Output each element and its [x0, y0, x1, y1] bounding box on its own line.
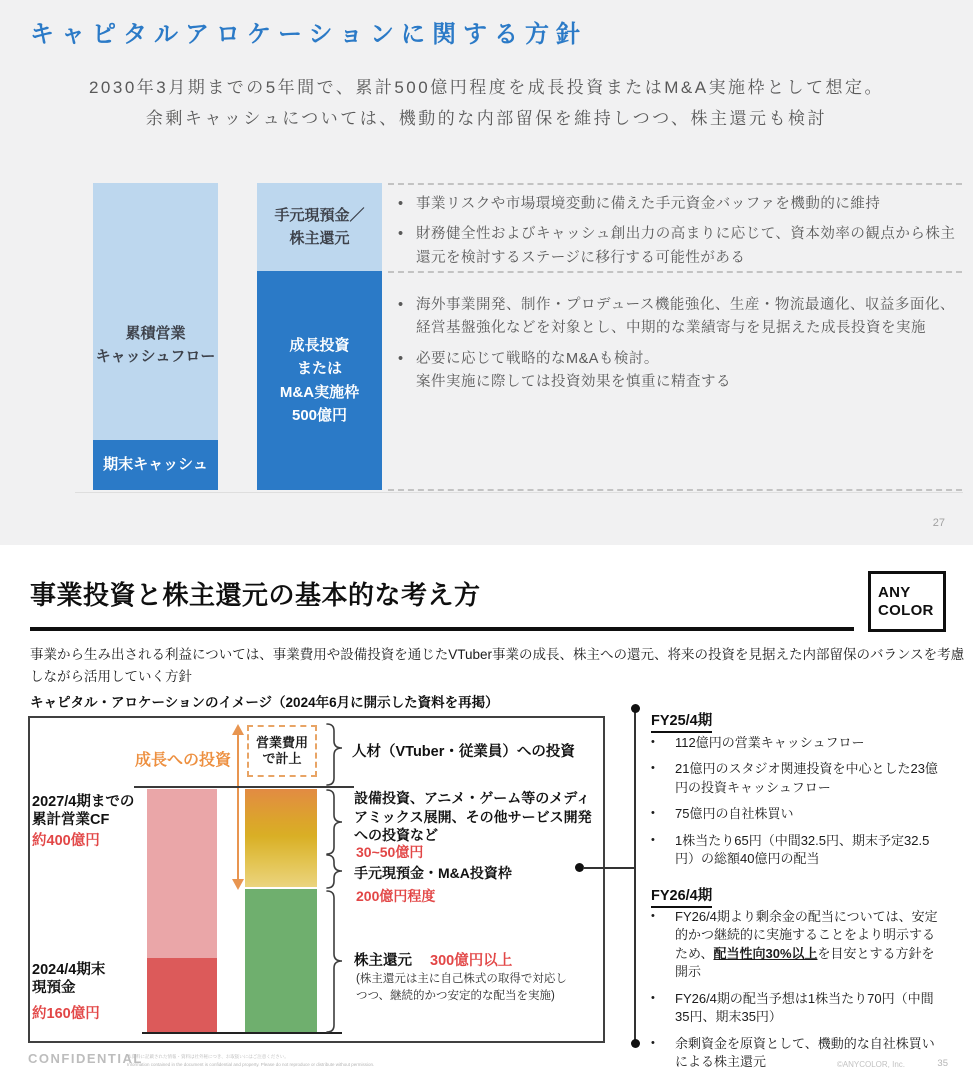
value-cash-ma-frame: 200億円程度: [356, 888, 436, 904]
slide1-subtitle-line1: 2030年3月期までの5年間で、累計500億円程度を成長投資またはM&A実施枠として想定。: [88, 78, 885, 97]
slide1-subtitle: [0, 72, 973, 135]
fy26-bullet-list: [651, 908, 947, 1080]
payout-ratio-emphasis: 配当性向30%以上: [713, 945, 818, 961]
list-item: • FY26/4期より剰余金の配当については、安定的かつ継続的に実施することをより明示するため、配当性向30%以上を目安とする方針を開示: [651, 908, 947, 982]
bullet-icon: •: [398, 350, 404, 367]
bullet-icon: •: [398, 226, 404, 243]
slide1-title: キャピタルアロケーションに関する方針: [30, 21, 588, 48]
operating-expense-box: 営業費用 で計上: [247, 725, 317, 777]
list-item: • 余剰資金を原資として、機動的な自社株買いによる株主還元: [651, 1035, 947, 1072]
brace-icons: [326, 718, 346, 1041]
vertical-line-top-dot: [631, 704, 640, 713]
list-item: • 事業リスクや市場環境変動に備えた手元資金バッファを機動的に維持: [398, 193, 964, 216]
bar-segment-capex-investment: [245, 789, 317, 887]
bar-allocation-uses: [257, 183, 382, 490]
list-item: • 海外事業開発、制作・プロデュース機能強化、生産・物流最適化、収益多面化、経営基盤強化などを対象とし、中期的な業績寄与を見据えた成長投資を実施: [398, 294, 964, 341]
confidential-label: CONFIDENTIAL: [28, 1051, 143, 1066]
bullet-icon: •: [651, 833, 655, 846]
label-cumulative-cf-2027: 2027/4期までの 累計営業CF: [32, 794, 135, 829]
bullet-icon: •: [651, 991, 655, 1004]
dashed-divider-top: [388, 183, 962, 185]
value-cumulative-cf: 約400億円: [32, 833, 100, 849]
bar-segment-cumulative-cf: [147, 789, 217, 958]
anycolor-logo: ANY COLOR: [868, 571, 946, 632]
list-item: • 必要に応じて戦略的なM&Aも検討。 案件実施に際しては投資効果を慎重に精査する: [398, 348, 964, 395]
panel-vertical-line: [634, 708, 636, 1043]
list-item: • FY26/4期の配当予想は1株当たり70円（中間35円、期末35円）: [651, 990, 947, 1027]
intro-paragraph: 事業から生み出される利益については、事業費用や設備投資を通じたVTuber事業の成長、株主への還元、将来の投資を見据えた内部留保のバランスを考慮しながら活用していく方針: [30, 647, 965, 684]
figure-caption: キャピタル・アロケーションのイメージ（2024年6月に開示した資料を再掲）: [30, 695, 499, 710]
value-shareholder-return: 300億円以上: [430, 953, 513, 969]
list-item: • 21億円のスタジオ関連投資を中心とした23億円の投資キャッシュフロー: [651, 760, 947, 797]
label-talent-investment: 人材（VTuber・従業員）への投資: [352, 744, 575, 760]
bullet-icon: •: [651, 910, 655, 922]
label-cash-ma-frame: 手元現預金・M&A投資枠: [354, 865, 512, 881]
list-item: • 75億円の自社株買い: [651, 805, 947, 823]
bar-segment-cash-on-hand-label: 手元現預金／ 株主還元: [274, 207, 365, 247]
fy25-bullet-list: [651, 734, 947, 877]
label-cash-2024: 2024/4期末 現預金: [32, 962, 106, 997]
bullet-group-growth-investment: [398, 294, 964, 402]
slide2-title: 事業投資と株主還元の基本的な考え方: [30, 580, 481, 610]
baseline-divider: [75, 492, 963, 493]
label-shareholder-return: 株主還元 300億円以上: [354, 953, 513, 969]
bar-uses: [245, 789, 317, 1032]
bullet-icon: •: [651, 1036, 655, 1049]
note-shareholder-return: (株主還元は主に自己株式の取得で対応しつつ、継続的かつ安定的な配当を実施): [356, 973, 567, 1002]
value-cash-2024: 約160億円: [32, 1006, 100, 1022]
axis-line: [142, 1032, 342, 1034]
bar-sources: [147, 789, 217, 1032]
connector-line: [583, 867, 635, 869]
bar-top-line: [134, 786, 354, 788]
slide1-page-number: 27: [932, 517, 945, 529]
bar-cumulative-operating-cashflow: [93, 183, 218, 490]
bar-segment-shareholder-return: [245, 889, 317, 1032]
capital-allocation-figure: [28, 716, 605, 1043]
bullet-icon: •: [398, 196, 404, 212]
vertical-line-bottom-dot: [631, 1039, 640, 1048]
footer-disclaimer: 本資料に記載された情報・資料は社外秘につき、お取扱いにはご注意ください。 Information contained in the document is confidential and property. Please do not reproduce or distribute without permission.: [127, 1054, 375, 1067]
label-capex-investment: 設備投資、アニメ・ゲーム等のメディアミックス展開、その他サービス開発への投資など: [354, 790, 592, 844]
bar-label-cumulative-cf: 累積営業 キャッシュフロー: [95, 325, 216, 365]
fy26-heading: FY26/4期: [651, 884, 712, 908]
copyright-label: ©ANYCOLOR, Inc.: [836, 1060, 905, 1069]
title-underline: [30, 627, 854, 631]
bar-segment-period-end-cash: 期末キャッシュ: [93, 440, 218, 490]
list-item: • 112億円の営業キャッシュフロー: [651, 734, 947, 752]
growth-investment-label: 成長への投資: [135, 752, 232, 769]
list-item: • 財務健全性およびキャッシュ創出力の高まりに応じて、資本効率の観点から株主還元を検討するステージに移行する可能性がある: [398, 223, 964, 270]
fy25-heading: FY25/4期: [651, 709, 712, 733]
bullet-icon: •: [651, 807, 655, 820]
bullet-icon: •: [651, 736, 655, 748]
bar-segment-growth-investment: 成長投資 または M&A実施枠 500億円: [257, 271, 382, 490]
bullet-icon: •: [398, 297, 404, 313]
slide1-subtitle-line2: 余剰キャッシュについては、機動的な内部留保を維持しつつ、株主還元も検討: [145, 109, 828, 129]
list-item: • 1株当たり65円（中間32.5円、期末予定32.5円）の総額40億円の配当: [651, 832, 947, 869]
dashed-divider-bottom: [388, 489, 962, 491]
value-capex-investment: 30~50億円: [356, 844, 424, 860]
slide2-page-number: 35: [937, 1058, 948, 1069]
bullet-group-cash-on-hand: [398, 193, 964, 277]
bullet-icon: •: [651, 762, 655, 775]
bar-segment-cash-2024: [147, 958, 217, 1032]
